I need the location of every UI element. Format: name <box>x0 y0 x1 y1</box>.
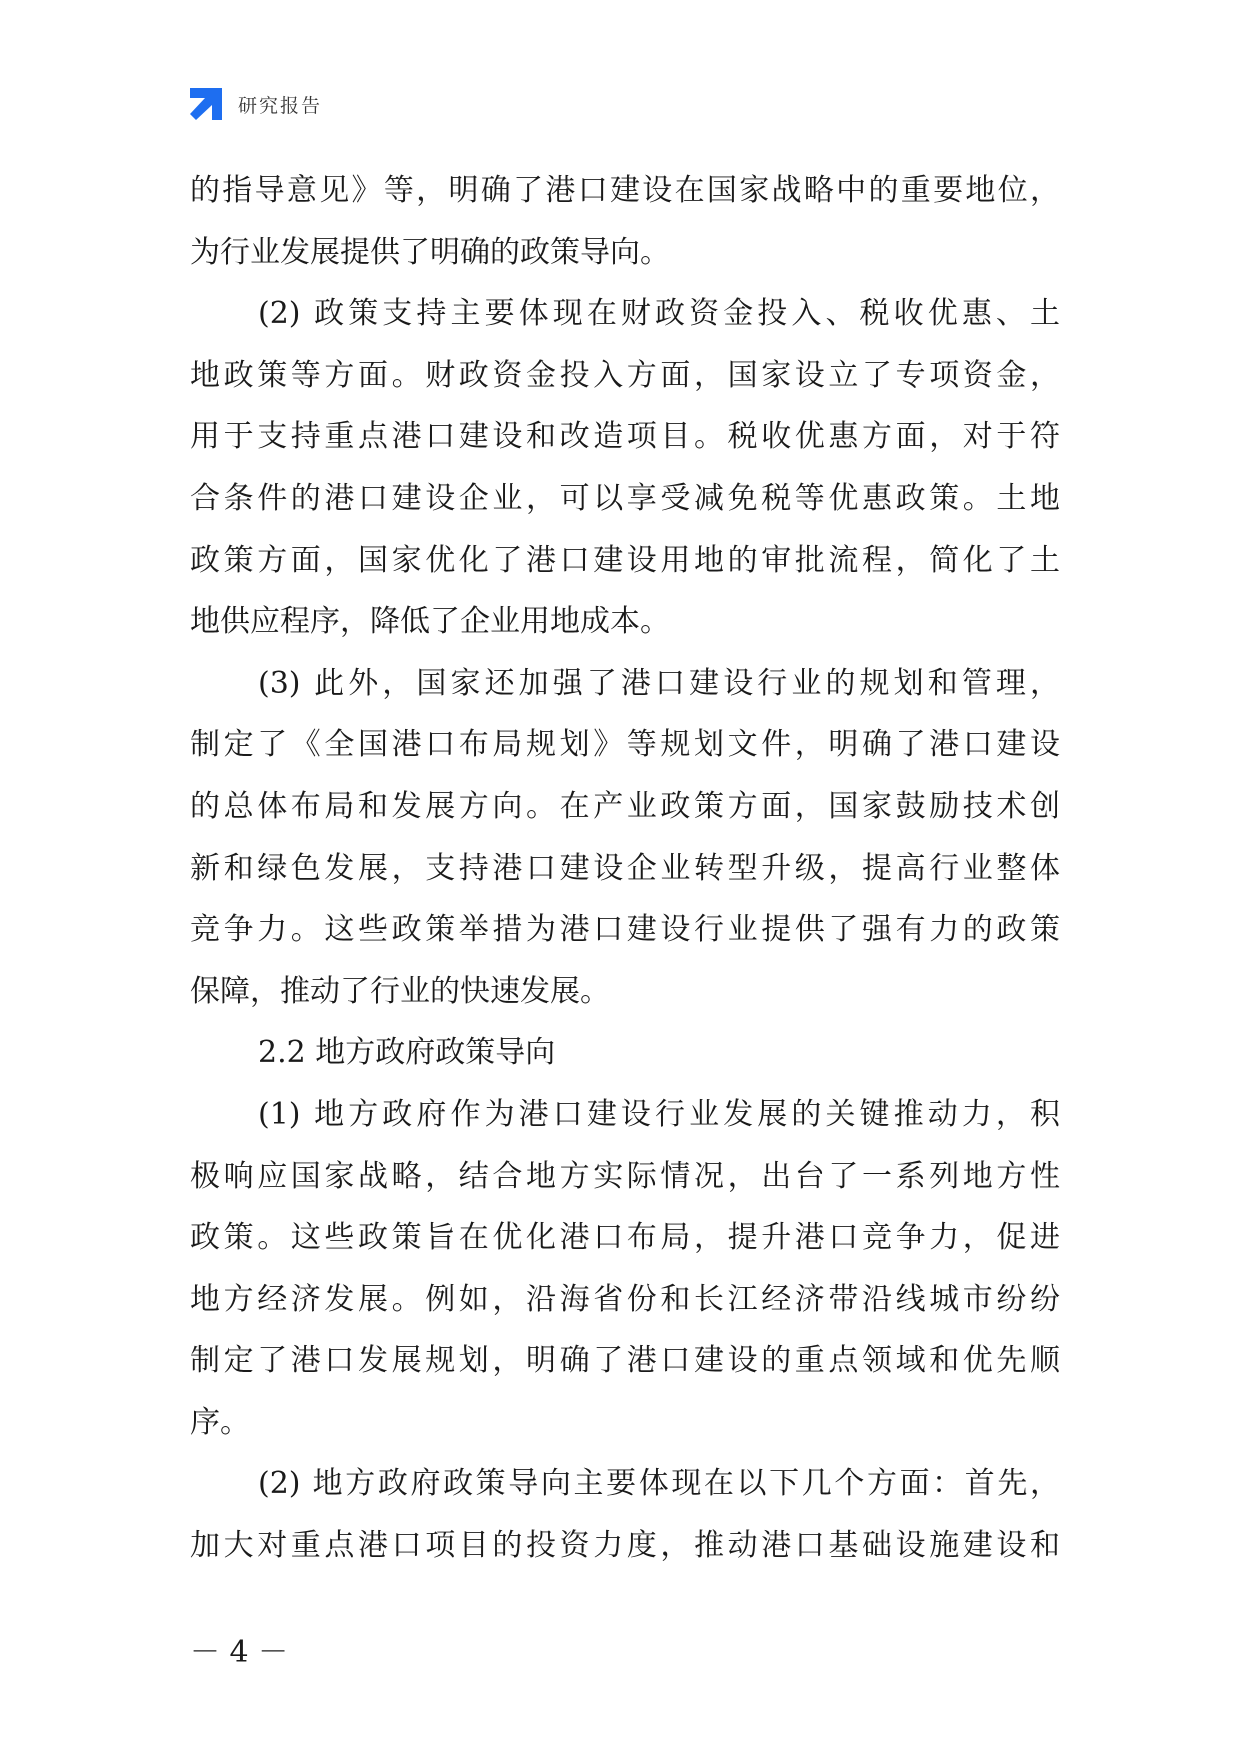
text-line: 政策方面，国家优化了港口建设用地的审批流程，简化了土 <box>190 542 1060 578</box>
text-line: 的总体布局和发展方向。在产业政策方面，国家鼓励技术创 <box>190 788 1060 824</box>
text-line: 合条件的港口建设企业，可以享受减免税等优惠政策。土地 <box>190 480 1060 516</box>
text-line: (3) 此外，国家还加强了港口建设行业的规划和管理， <box>258 665 1060 701</box>
page-number: － 4 － <box>190 1635 289 1670</box>
text-line: 用于支持重点港口建设和改造项目。税收优惠方面，对于符 <box>190 419 1060 455</box>
document-body <box>190 160 1060 1577</box>
text-line: 制定了《全国港口布局规划》等规划文件，明确了港口建设 <box>190 727 1060 763</box>
text-line: 序。 <box>190 1404 250 1440</box>
arrow-logo-icon <box>188 86 224 122</box>
text-line: (1) 地方政府作为港口建设行业发展的关键推动力，积 <box>258 1096 1060 1132</box>
text-line: 政策。这些政策旨在优化港口布局，提升港口竞争力，促进 <box>190 1220 1060 1256</box>
text-line: 地政策等方面。财政资金投入方面，国家设立了专项资金， <box>190 357 1060 393</box>
text-line: 地方经济发展。例如，沿海省份和长江经济带沿线城市纷纷 <box>190 1281 1060 1317</box>
text-line: (2) 政策支持主要体现在财政资金投入、税收优惠、土 <box>258 296 1060 332</box>
report-header <box>188 86 322 122</box>
text-line: 保障，推动了行业的快速发展。 <box>190 973 610 1009</box>
text-line: 新和绿色发展，支持港口建设企业转型升级，提高行业整体 <box>190 850 1060 886</box>
header-title: 研究报告 <box>238 94 323 117</box>
text-line: 加大对重点港口项目的投资力度，推动港口基础设施建设和 <box>190 1528 1060 1564</box>
text-line: 竞争力。这些政策举措为港口建设行业提供了强有力的政策 <box>190 912 1060 948</box>
text-line: 的指导意见》等，明确了港口建设在国家战略中的重要地位， <box>190 173 1060 208</box>
text-line: 极响应国家战略，结合地方实际情况，出台了一系列地方性 <box>190 1158 1060 1194</box>
text-line: 地供应程序，降低了企业用地成本。 <box>190 604 670 640</box>
section-heading: 2.2 地方政府政策导向 <box>258 1035 556 1071</box>
text-line: (2) 地方政府政策导向主要体现在以下几个方面：首先， <box>258 1466 1060 1502</box>
text-line: 制定了港口发展规划，明确了港口建设的重点领域和优先顺 <box>190 1343 1060 1379</box>
text-line: 为行业发展提供了明确的政策导向。 <box>190 234 670 270</box>
